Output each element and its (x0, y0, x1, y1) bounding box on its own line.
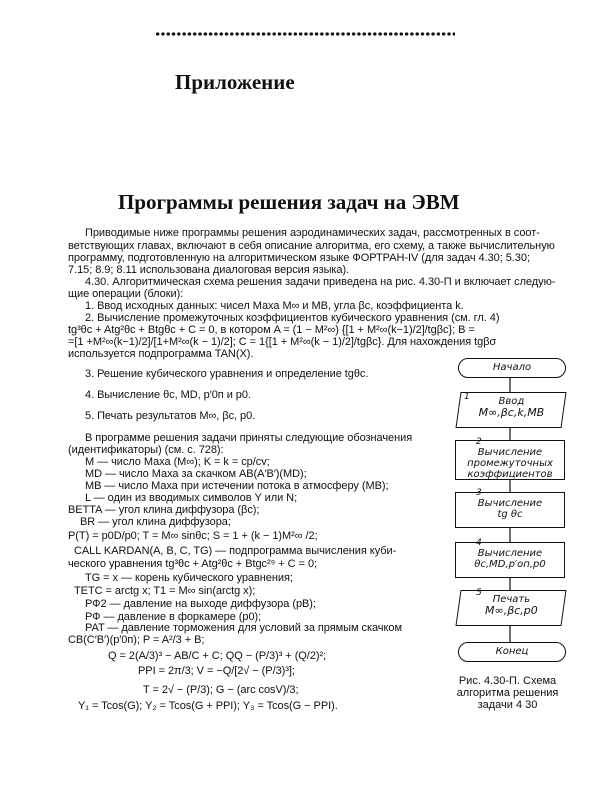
text-line: щие операции (блоки): (68, 288, 184, 300)
text-line: CB(C′B′)(p′0п); P = A²/3 + B; (68, 634, 205, 646)
text-line: 2. Вычисление промежуточных коэффициентов кубического уравнения (см. гл. 4) (85, 312, 500, 324)
flowchart-block-number: 5 (476, 588, 482, 598)
flowchart-block-line: Ввод (498, 396, 525, 407)
caption-line: алгоритма решения (456, 687, 559, 699)
text-line: РФ — давление в форкамере (p0); (85, 611, 262, 623)
decorative-dot-rule (155, 30, 455, 38)
flowchart-block-number: 2 (476, 437, 482, 447)
flowchart-block-number: 4 (476, 538, 482, 548)
flowchart-block-number: 1 (464, 392, 470, 402)
flowchart-block-compute-coefficients (455, 440, 565, 480)
caption-line: задачи 4 30 (477, 699, 538, 711)
text-line: PPI = 2π/3; V = −Q/[2√ − (P/3)³]; (138, 665, 295, 677)
flowchart-block-line: коэффициентов (467, 469, 553, 480)
flowchart-block-compute-tg (455, 492, 565, 528)
text-line: ветствующих главах, включают в себя описание алгоритма, его схему, а также вычислительную (68, 240, 555, 252)
text-line: Приводимые ниже программы решения аэродинамических задач, рассмотренных в соот- (85, 227, 540, 239)
flowchart-block-number: 3 (476, 488, 482, 498)
flowchart-block-line: M∞,βc,p0 (485, 604, 538, 617)
text-line: BETTA — угол клина диффузора (βc); (68, 504, 260, 516)
text-line: T = 2√ − (P/3); G − (arc cosV)/3; (143, 684, 299, 696)
text-line: M — число Маха (M∞); K = k = cp/cv; (85, 456, 270, 468)
text-line: Y₁ = Tcos(G); Y₂ = Tcos(G + PPI); Y₃ = Tcos(G − PPI). (78, 700, 338, 712)
flowchart-block-line: Вычисление (477, 498, 543, 509)
text-line: используется подпрограмма TAN(X). (68, 348, 254, 360)
flowchart-block-input (455, 392, 566, 428)
text-line: 1. Ввод исходных данных: чисел Маха M∞ и MB, угла βc, коэффициента k. (85, 300, 464, 312)
caption-line: Рис. 4.30-П. Схема (458, 675, 557, 687)
flowchart-block-line: θc,MD,p′оп,p0 (474, 559, 546, 570)
text-line: CALL KARDAN(A, B, C, TG) — подпрограмма вычисления куби- (74, 545, 397, 557)
flowchart-block-line: tg θc (497, 509, 523, 520)
flowchart-block-line: Вычисление (477, 548, 543, 559)
flowchart-block-output (455, 590, 566, 626)
flowchart-start-label: Начало (492, 362, 532, 373)
text-line: MD — число Маха за скачком AB(A′B′)(MD); (85, 468, 307, 480)
appendix-title: Приложение (175, 70, 295, 94)
text-line: В программе решения задачи приняты следующие обозначения (85, 432, 413, 444)
text-line: ческого уравнения tg³θc + Atg²θc + Btgc²⁹ + C = 0; (68, 558, 318, 570)
text-line: Q = 2(A/3)³ − AB/C + C; QQ − (P/3)³ + (Q/2)²; (108, 650, 327, 662)
flowchart-start-terminal (458, 358, 566, 378)
text-line: 4.30. Алгоритмическая схема решения задачи приведена на рис. 4.30-П и включает следую- (85, 276, 556, 288)
flowchart-block-line: M∞,βc,k,MB (478, 406, 545, 419)
text-line: программу, подготовленную на алгоритмическом языке ФОРТРАН-IV (для задач 4.30; 5.30; (68, 252, 530, 264)
figure-caption (450, 675, 565, 711)
chapter-title: Программы решения задач на ЭВМ (118, 190, 460, 214)
text-line: tg³θc + Atg²θc + Btgθc + C = 0, в котором A = (1 − M²∞) {[1 + M²∞(k−1)/2]/tgβc}; B = (68, 324, 475, 336)
text-line: TETC = arctg x; T1 = M∞ sin(arctg x); (74, 585, 256, 597)
text-line: 5. Печать результатов M∞, βc, p0. (85, 410, 256, 422)
text-line: PAT — давление торможения для условий за прямым скачком (85, 622, 402, 634)
text-line: (идентификаторы) (см. с. 728): (68, 444, 224, 456)
text-line: TG = x — корень кубического уравнения; (85, 572, 293, 584)
text-line: 7.15; 8.9; 8.11 использована диалоговая версия языка). (68, 264, 350, 276)
flowchart-block-line: Вычисление (477, 447, 543, 458)
flowchart-block-line: промежуточных (467, 458, 553, 469)
text-line: =[1 +M²∞(k−1)/2]/[1+M²∞(k − 1)/2]; C = 1{[1 + M²∞(k − 1)/2]/tgβc}. Для нахождения tgβσ (68, 336, 497, 348)
flowchart-block-compute-results (455, 542, 565, 578)
text-line: 3. Решение кубического уравнения и определение tgθc. (85, 368, 369, 380)
flowchart-end-label: Конец (495, 646, 529, 657)
text-line: 4. Вычисление θc, MD, p′0п и p0. (85, 389, 251, 401)
flowchart-end-terminal (458, 642, 566, 662)
text-line: L — один из вводимых символов Y или N; (85, 492, 298, 504)
flowchart-block-line: Печать (492, 594, 531, 605)
text-line: BR — угол клина диффузора; (80, 516, 231, 528)
text-line: РФ2 — давление на выходе диффузора (pB); (85, 598, 316, 610)
text-line: P(T) = p0D/p0; T = M∞ sinθc; S = 1 + (k − 1)M²∞ /2; (68, 530, 318, 542)
text-line: MB — число Маха при истечении потока в атмосферу (MB); (85, 480, 389, 492)
